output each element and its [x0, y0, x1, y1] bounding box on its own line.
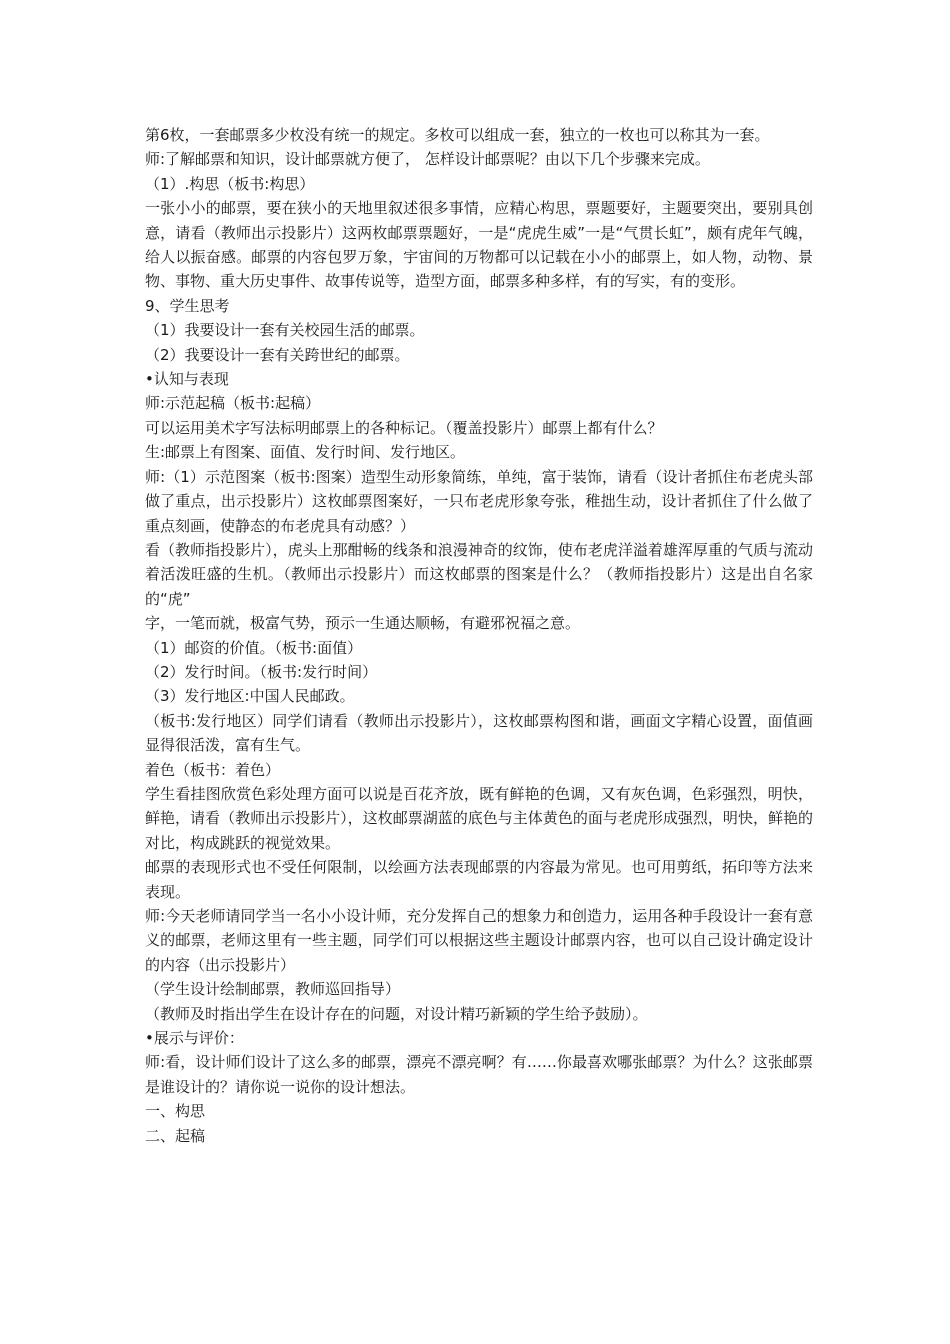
document-body [145, 123, 813, 1148]
paragraph-issue-date: （2）发行时间。（板书:发行时间） [145, 662, 378, 681]
paragraph-coloring: 着色（板书：着色） [145, 760, 281, 779]
paragraph-issue-region: （3）发行地区:中国人民邮政。 [145, 687, 355, 706]
paragraph-outline-concept: 一、构思 [145, 1102, 206, 1121]
paragraph-heading-display: •展示与评价： [145, 1029, 244, 1048]
paragraph-stamp-count: 第6枚，一套邮票多少枚没有统一的规定。多枚可以组成一套，独立的一枚也可以称其为一套。 [145, 126, 770, 144]
paragraph-demo-draft: 师:示范起稿（板书:起稿） [145, 394, 321, 413]
paragraph-composition: （板书:发行地区）同学们请看（教师出示投影片），这枚邮票构图和谐，画面文字精心设置，面值画显得很活泼，富有生气。 [145, 711, 813, 755]
paragraph-heading-cognition: •认知与表现 [145, 370, 229, 389]
paragraph-color-detail: 学生看挂图欣赏色彩处理方面可以说是百花齐放，既有鲜艳的色调，又有灰色调，色彩强烈，明快，鲜艳，请看（教师出示投影片），这枚邮票湖蓝的底色与主体黄色的面与老虎形成强烈，明快，鲜艳的对比，构成跳跃的视觉效果。 [145, 784, 813, 852]
paragraph-student-answer: 生:邮票上有图案、面值、发行时间、发行地区。 [145, 443, 466, 462]
paragraph-concept-detail: 一张小小的邮票，要在狭小的天地里叙述很多事情，应精心构思，票题要好，主题要突出，要别具创意，请看（教师出示投影片）这两枚邮票票题好，一是“虎虎生威”一是“气贯长虹”，颇有虎年气魄，给人以振奋感。邮票的内容包罗万象，宇宙间的万物都可以记载在小小的邮票上，如人物，动物、景物、事物、重大历史事件、故事传说等，造型方面，邮票多种多样，有的写实，有的变形。 [145, 199, 813, 291]
paragraph-teacher-intro: 师:了解邮票和知识，设计邮票就方便了， 怎样设计邮票呢？由以下几个步骤来完成。 [145, 150, 710, 169]
paragraph-tiger-character: 字，一笔而就，极富气势，预示一生通达顺畅，有避邪祝福之意。 [145, 614, 581, 633]
paragraph-designer-task: 师:今天老师请同学当一名小小设计师，充分发挥自己的想象力和创造力，运用各种手段设计一套有意义的邮票，老师这里有一些主题，同学们可以根据这些主题设计邮票内容，也可以自己设计确定设计的内容（出示投影片） [145, 907, 813, 974]
paragraph-century-stamp: （2）我要设计一套有关跨世纪的邮票。 [145, 345, 410, 364]
paragraph-lettering: 可以运用美术字写法标明邮票上的各种标记。（覆盖投影片）邮票上都有什么？ [145, 418, 663, 437]
paragraph-face-value: （1）邮资的价值。（板书:面值） [145, 638, 363, 657]
paragraph-teacher-feedback: （教师及时指出学生在设计存在的问题，对设计精巧新颖的学生给予鼓励）。 [145, 1004, 648, 1023]
paragraph-step-concept: （1）.构思（板书:构思） [145, 174, 315, 193]
paragraph-outline-draft: 二、起稿 [145, 1126, 206, 1145]
paragraph-display-question: 师:看，设计师们设计了这么多的邮票，漂亮不漂亮啊？有……你最喜欢哪张邮票？为什么？这张邮票是谁设计的？请你说一说你的设计想法。 [145, 1053, 813, 1096]
paragraph-demo-pattern: 师:（1）示范图案（板书:图案）造型生动形象简练，单纯，富于装饰，请看（设计者抓住布老虎头部做了重点，出示投影片）这枚邮票图案好，一只布老虎形象夸张，稚拙生动，设计者抓住了什么做了重点刻画，使静态的布老虎具有动感？） [145, 467, 813, 535]
paragraph-expression-forms: 邮票的表现形式也不受任何限制，以绘画方法表现邮票的内容最为常见。也可用剪纸，拓印等方法来表现。 [145, 858, 813, 901]
paragraph-tiger-head: 看（教师指投影片），虎头上那酣畅的线条和浪漫神奇的纹饰，使布老虎洋溢着雄浑厚重的气质与流动着活泼旺盛的生机。（教师出示投影片）而这枚邮票的图案是什么？（教师指投影片）这是出自名家的“虎” [145, 540, 813, 608]
paragraph-student-think: 9、学生思考 [145, 296, 230, 315]
paragraph-student-design: （学生设计绘制邮票，教师巡回指导） [145, 980, 401, 999]
paragraph-campus-stamp: （1）我要设计一套有关校园生活的邮票。 [145, 321, 425, 340]
